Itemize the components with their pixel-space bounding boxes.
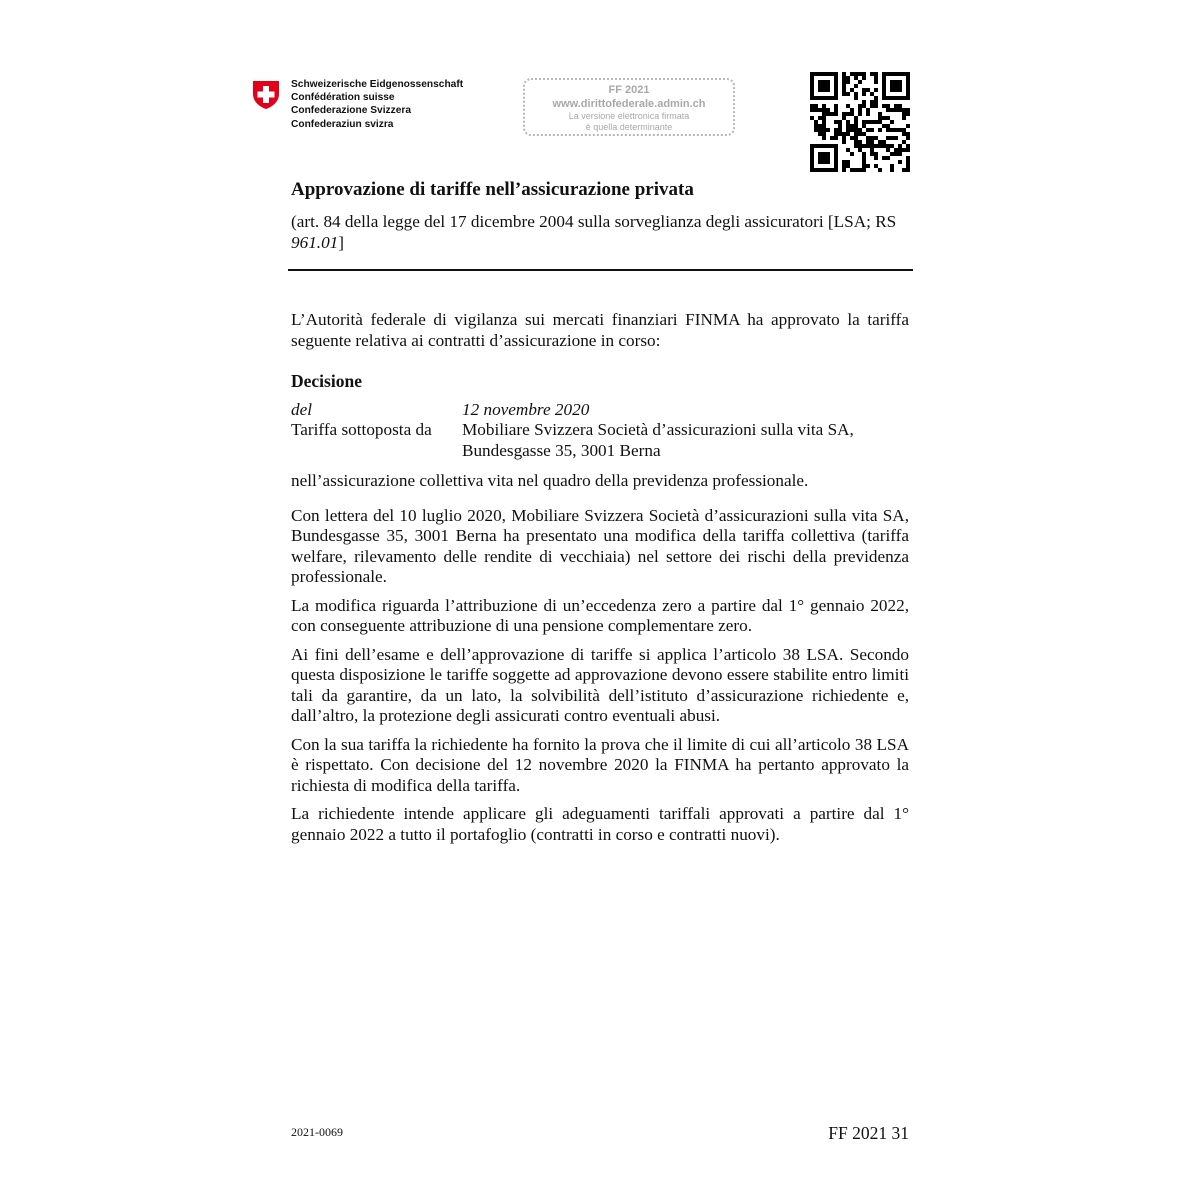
confederation-name-rm: Confederaziun svizra xyxy=(291,118,394,130)
body-paragraph: La modifica riguarda l’attribuzione di un’eccedenza zero a partire dal 1° gennaio 2022, con conseguente attribuzione di una pensione complementare zero. xyxy=(291,595,909,635)
subtitle-text: (art. 84 della legge del 17 dicembre 2004 sulla sorveglianza degli assicuratori [LSA; RS xyxy=(291,212,897,231)
body-paragraph: La richiedente intende applicare gli adeguamenti tariffali approvati a partire dal 1° gennaio 2022 a tutto il portafoglio (contratti in corso e contratti nuovi). xyxy=(291,804,909,844)
signature-stamp xyxy=(523,78,735,136)
document-number: 2021-0069 xyxy=(291,1125,343,1139)
decision-submitter-label: Tariffa sottoposta da xyxy=(291,420,432,439)
subtitle-rs-number: 961.01 xyxy=(291,233,339,252)
stamp-url: www.dirittofederale.admin.ch xyxy=(552,98,706,110)
decision-date-row xyxy=(291,400,909,421)
decision-scope: nell’assicurazione collettiva vita nel quadro della previdenza professionale. xyxy=(291,471,809,490)
confederation-names xyxy=(291,78,463,131)
title-divider xyxy=(288,269,913,271)
page-title: Approvazione di tariffe nell’assicurazione privata xyxy=(291,179,694,200)
page-subtitle xyxy=(291,211,911,253)
body-paragraph: Con lettera del 10 luglio 2020, Mobiliare Svizzera Società d’assicurazioni sulla vita SA, Bundesgasse 35, 3001 Berna ha presentato una modifica della tariffa collettiva (tariffa welfare, rilevamento delle rendite di vecchiaia) nel settore dei rischi della previdenza professionale. xyxy=(291,505,909,586)
intro-paragraph: L’Autorità federale di vigilanza sui mercati finanziari FINMA ha approvato la tariffa seguente relativa ai contratti d’assicurazione in corso: xyxy=(291,310,909,350)
decision-submitter-value xyxy=(462,420,909,461)
swiss-coat-of-arms-icon xyxy=(252,80,280,110)
document-body xyxy=(291,310,909,853)
subtitle-end: ] xyxy=(338,233,344,252)
body-paragraph: Ai fini dell’esame e dell’approvazione di tariffe si applica l’articolo 38 LSA. Secondo questa disposizione le tariffe soggette ad approvazione devono essere stabilite entro limiti tali da garantire, da un lato, la solvibilità dell’istituto d’assicurazione richiedente e, dall’altro, la protezione degli assicurati contro eventuali abusi. xyxy=(291,644,909,725)
qr-code-icon xyxy=(810,72,910,172)
stamp-note-2: è quella determinante xyxy=(585,122,673,132)
stamp-note-1: La versione elettronica firmata xyxy=(568,111,690,121)
decision-date-value: 12 novembre 2020 xyxy=(462,399,590,419)
confederation-name-fr: Confédération suisse xyxy=(291,92,395,104)
decision-heading: Decisione xyxy=(291,371,362,391)
decision-submitter-row xyxy=(291,420,909,461)
submitter-name: Mobiliare Svizzera Società d’assicurazioni sulla vita SA, xyxy=(462,420,854,439)
decision-date-label: del xyxy=(291,399,312,419)
submitter-address: Bundesgasse 35, 3001 Berna xyxy=(462,440,661,460)
stamp-edition: FF 2021 xyxy=(608,84,650,96)
body-paragraph: Con la sua tariffa la richiedente ha fornito la prova che il limite di cui all’articolo 38 LSA è rispettato. Con decisione del 12 novembre 2020 la FINMA ha pertanto approvato la richiesta di modifica della tariffa. xyxy=(291,734,909,795)
confederation-name-de: Schweizerische Eidgenossenschaft xyxy=(291,79,464,90)
ff-reference: FF 2021 31 xyxy=(828,1123,909,1143)
confederation-name-it: Confederazione Svizzera xyxy=(291,105,412,117)
